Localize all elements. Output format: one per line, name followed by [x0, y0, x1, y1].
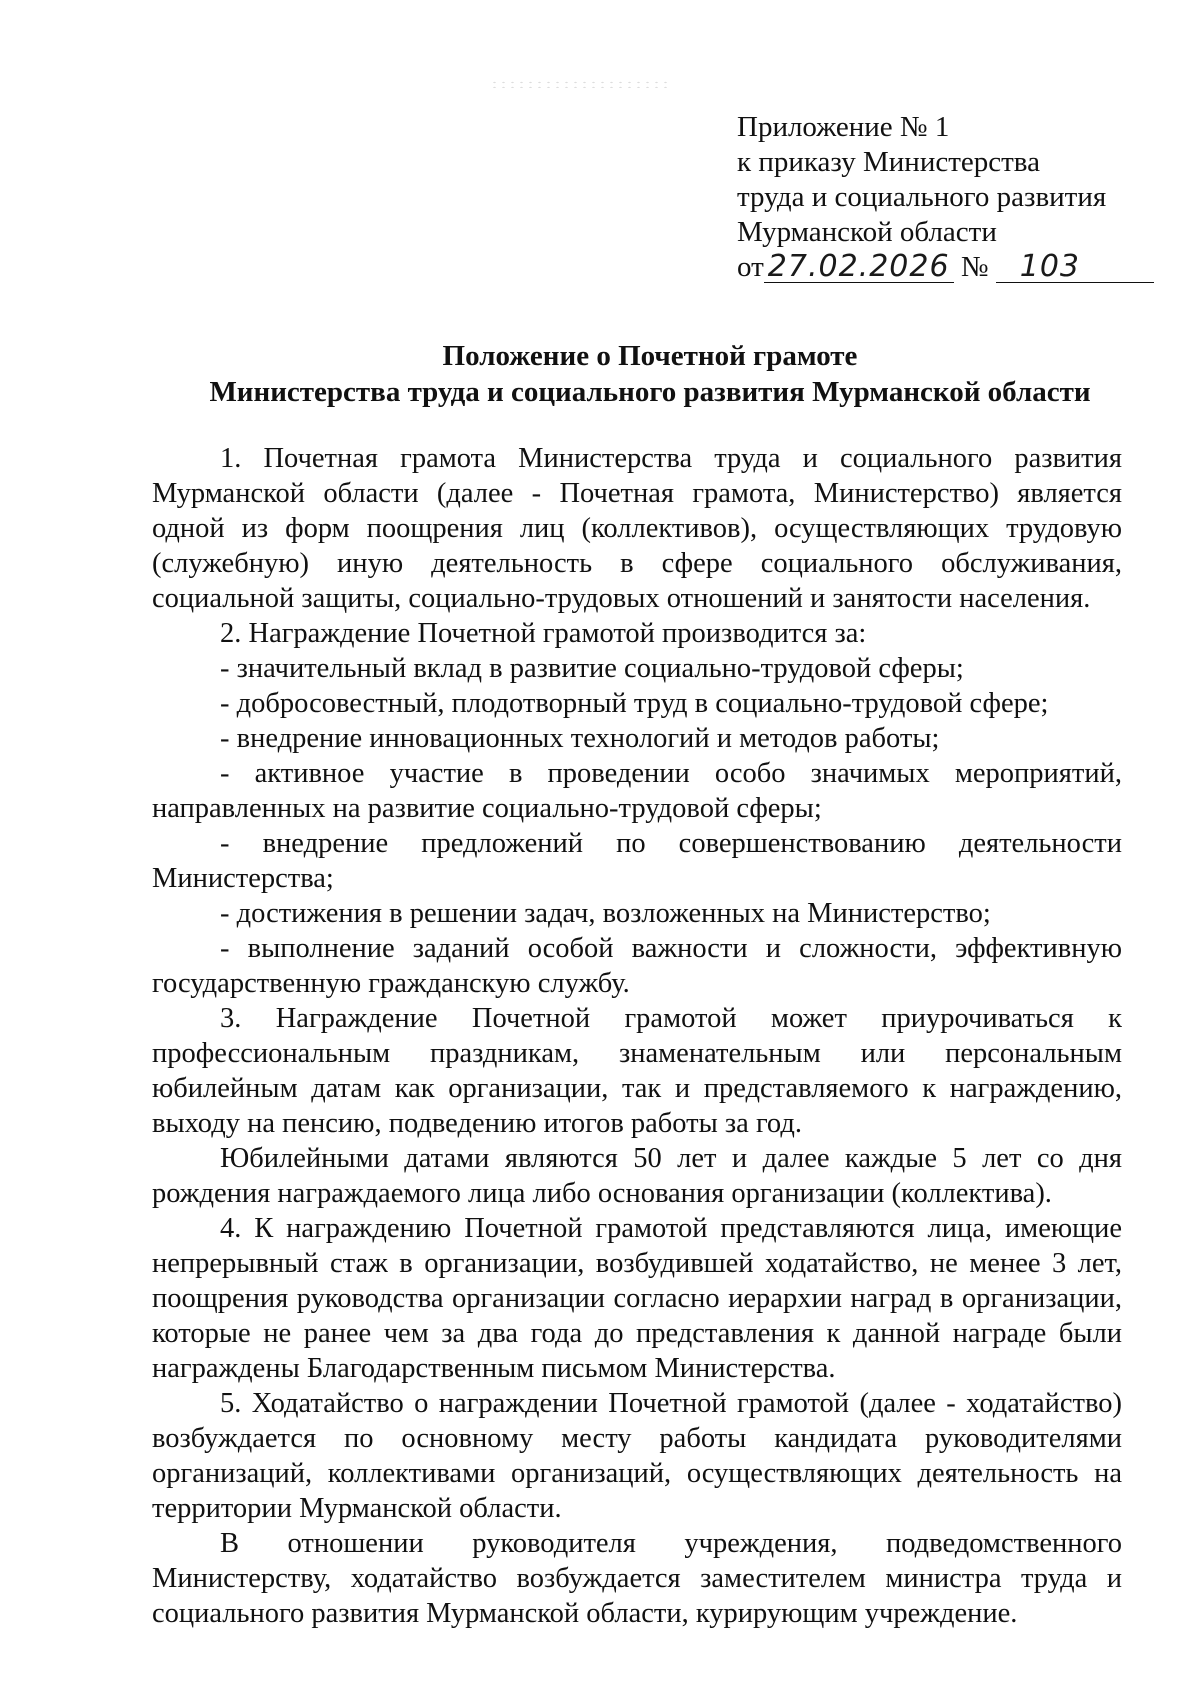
paragraph-1: 1. Почетная грамота Министерства труда и социального развития Мурманской области (далее - Почетная грамота, Министерство) является одной из форм поощрения лиц (коллективов), осуществляющих трудовую (служебную) иную деятельность в сфере социального обслуживания, социальной защиты, социально-трудовых отношений и занятости населения.: [152, 443, 1122, 614]
appendix-line-4: Мурманской области: [737, 216, 997, 248]
paragraph-jubilee: Юбилейными датами являются 50 лет и далее каждые 5 лет со дня рождения награждаемого лица либо основания организации (коллектива).: [152, 1143, 1122, 1209]
list-item-proposals: - внедрение предложений по совершенствованию деятельности Министерства;: [152, 828, 1122, 894]
list-item-contribution: - значительный вклад в развитие социально-трудовой сферы;: [220, 653, 964, 684]
list-item-achievements: - достижения в решении задач, возложенных на Министерство;: [220, 898, 991, 929]
appendix-line-3: труда и социального развития: [737, 181, 1107, 213]
appendix-line-1: Приложение № 1: [737, 111, 950, 143]
paragraph-3: 3. Награждение Почетной грамотой может приурочиваться к профессиональным праздникам, знаменательным или персональным юбилейным датам как организации, так и представляемого к награждению, выходу на пенсию, подведению итогов работы за год.: [152, 1003, 1122, 1139]
paragraph-4: 4. К награждению Почетной грамотой представляются лица, имеющие непрерывный стаж в организации, возбудившей ходатайство, не менее 3 лет, поощрения руководства организации согласно иерархии наград в организации, которые не ранее чем за два года до представления к данной награде были награждены Благодарственным письмом Министерства.: [152, 1213, 1122, 1384]
document-title: [150, 338, 1150, 410]
paragraph-2: 2. Награждение Почетной грамотой производится за:: [220, 618, 867, 649]
date-prefix: от: [737, 251, 764, 283]
scan-speckle: [490, 80, 670, 88]
number-prefix: №: [960, 251, 989, 283]
handwritten-number: 103: [996, 252, 1154, 283]
paragraph-5: 5. Ходатайство о награждении Почетной грамотой (далее - ходатайство) возбуждается по основному месту работы кандидата руководителями организаций, коллективами организаций, осуществляющих деятельность на территории Мурманской области.: [152, 1388, 1122, 1524]
list-item-labor: - добросовестный, плодотворный труд в социально-трудовой сфере;: [220, 688, 1049, 719]
list-item-special-tasks: - выполнение заданий особой важности и сложности, эффективную государственную гражданскую службу.: [152, 933, 1122, 999]
appendix-date-line: [737, 250, 1137, 285]
paragraph-6: В отношении руководителя учреждения, подведомственного Министерству, ходатайство возбуждается заместителем министра труда и социального развития Мурманской области, курирующим учреждение.: [152, 1528, 1122, 1629]
title-line-1: Положение о Почетной грамоте: [442, 340, 858, 372]
document-body: [152, 441, 1122, 1631]
handwritten-date: 27.02.2026: [764, 252, 954, 283]
appendix-line-2: к приказу Министерства: [737, 146, 1040, 178]
list-item-events: - активное участие в проведении особо значимых мероприятий, направленных на развитие социально-трудовой сферы;: [152, 758, 1122, 824]
list-item-innovation: - внедрение инновационных технологий и методов работы;: [220, 723, 940, 754]
title-line-2: Министерства труда и социального развития Мурманской области: [209, 376, 1091, 408]
appendix-header: [737, 110, 1137, 285]
